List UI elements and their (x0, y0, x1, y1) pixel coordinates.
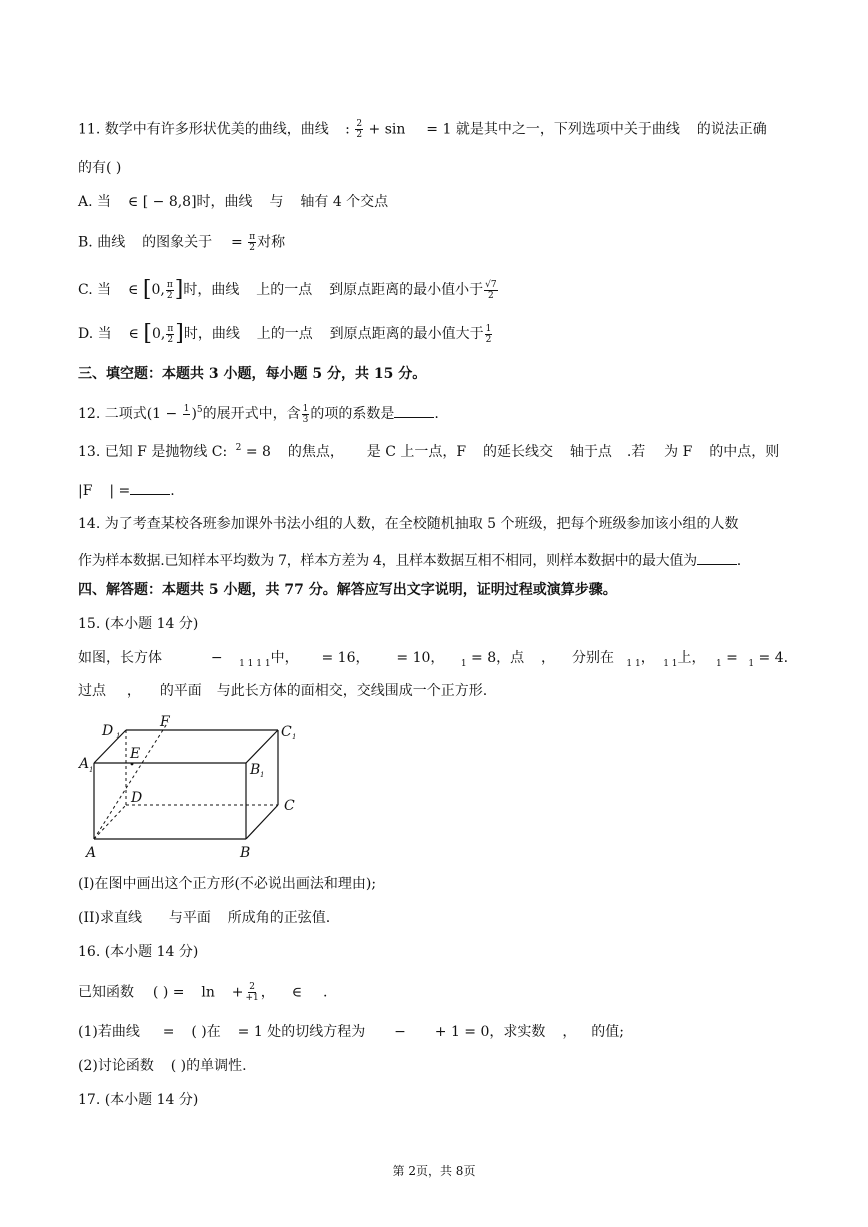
label-d: D (131, 790, 143, 806)
q16-header: 16. (本小题 14 分) (78, 944, 199, 960)
q16-line1: 已知函数 ( ) = ln + $\frac{2}{+1}$ ， ∈ . (78, 982, 328, 1003)
label-d1-sub: 1 (116, 732, 121, 740)
fraction: $\frac{\pi}{2}$ (167, 323, 174, 345)
q11-line1: 11. 数学中有许多形状优美的曲线，曲线 : $\frac{2}{2}$ + sin = 1 就是其中之一，下列选项中关于曲线 的说法正确 (78, 119, 767, 140)
fraction: 1 (183, 403, 190, 414)
q12-line: 12. 二项式(1 − 1 )$^5$的展开式中，含 $\frac{1}{3}$ 的项的系数是 . (78, 403, 439, 425)
q14-line2: 作为样本数据.已知样本平均数为 7，样本方差为 4，且样本数据互相不相同，则样本数据中的最大值为 . (78, 550, 741, 571)
cuboid-figure (76, 712, 306, 862)
section-heading-fill-in: 三、填空题：本题共 3 小题，每小题 5 分，共 15 分。 (78, 366, 427, 382)
label-b1: B (250, 762, 261, 778)
point-e (131, 763, 134, 766)
label-c: C (284, 798, 295, 814)
label-f: F (160, 714, 170, 730)
q16-part2: (2)讨论函数 ( )的单调性. (78, 1058, 247, 1074)
fraction: $\frac{√7}{2}$ (485, 279, 497, 301)
q11-line2: 的有( ) (78, 160, 122, 176)
q13-line2: |F | = . (78, 480, 175, 501)
q11-option-a: A. 当 ∈ [ − 8,8]时，曲线 与 轴有 4 个交点 (78, 194, 389, 210)
q11-option-d: D. 当 ∈ [0, $\frac{\pi}{2}$ ]时，曲线 上的一点 到原点距离的最小值大于 $\frac{1}{2}$ (78, 321, 492, 346)
label-d1: D (102, 723, 114, 739)
q15-line2: 过点 ， 的平面 与此长方体的面相交，交线围成一个正方形. (78, 683, 488, 699)
section-heading-solutions: 四、解答题：本题共 5 小题，共 77 分。解答应写出文字说明，证明过程或演算步骤。 (78, 582, 617, 598)
fraction: $\frac{1}{3}$ (302, 403, 309, 425)
q15-header: 15. (本小题 14 分) (78, 616, 199, 632)
q15-part2: (II)求直线 与平面 所成角的正弦值. (78, 910, 331, 926)
edge-b-c (246, 805, 278, 839)
q15-line1: 如图，长方体 − $_{1 1 1 1}$中， = 16， = 10， $_1$ = 8，点 ， 分别在 $_{1 1}$， $_{1 1}$上， $_1$ = $_1$ = 4. (78, 650, 789, 669)
fraction: $\frac{\pi}{2}$ (249, 232, 256, 253)
q16-part1: (1)若曲线 = ( )在 = 1 处的切线方程为 − + 1 = 0，求实数 ， 的值; (78, 1024, 624, 1040)
fraction: $\frac{2}{+1}$ (245, 982, 259, 1003)
label-b: B (240, 845, 251, 861)
answer-blank (394, 403, 434, 418)
edge-a-d (94, 805, 126, 839)
label-c1-sub: 1 (292, 733, 297, 741)
q17-header: 17. (本小题 14 分) (78, 1092, 199, 1108)
label-e: E (130, 746, 141, 762)
page-footer: 第 2页，共 8页 (392, 1164, 476, 1178)
label-b1-sub: 1 (260, 771, 265, 779)
segment-a-f (94, 722, 168, 839)
answer-blank (697, 550, 737, 565)
edge-b1-c1 (246, 730, 278, 763)
fraction: $\frac{\pi}{2}$ (166, 279, 173, 301)
label-a1-sub: 1 (89, 766, 94, 774)
q11-option-b: B. 曲线 的图象关于 = $\frac{\pi}{2}$ 对称 (78, 232, 286, 253)
q11-option-c: C. 当 ∈ [0, $\frac{\pi}{2}$ ]时，曲线 上的一点 到原点距离的最小值小于 $\frac{√7}{2}$ (78, 277, 497, 302)
label-a1: A (79, 756, 90, 772)
q14-line1: 14. 为了考查某校各班参加课外书法小组的人数，在全校随机抽取 5 个班级，把每个班级参加该小组的人数 (78, 516, 739, 532)
label-a: A (86, 845, 97, 861)
answer-blank (130, 480, 170, 495)
fraction: $\frac{1}{2}$ (485, 323, 492, 345)
q15-part1: (I)在图中画出这个正方形(不必说出画法和理由); (78, 876, 377, 892)
fraction: $\frac{2}{2}$ (356, 119, 363, 140)
label-c1: C (281, 724, 292, 740)
q13-line1: 13. 已知 F 是抛物线 C: $^2$ = 8 的焦点， 是 C 上一点，F 的延长线交 轴于点 .若 为 F 的中点，则 (78, 443, 780, 460)
